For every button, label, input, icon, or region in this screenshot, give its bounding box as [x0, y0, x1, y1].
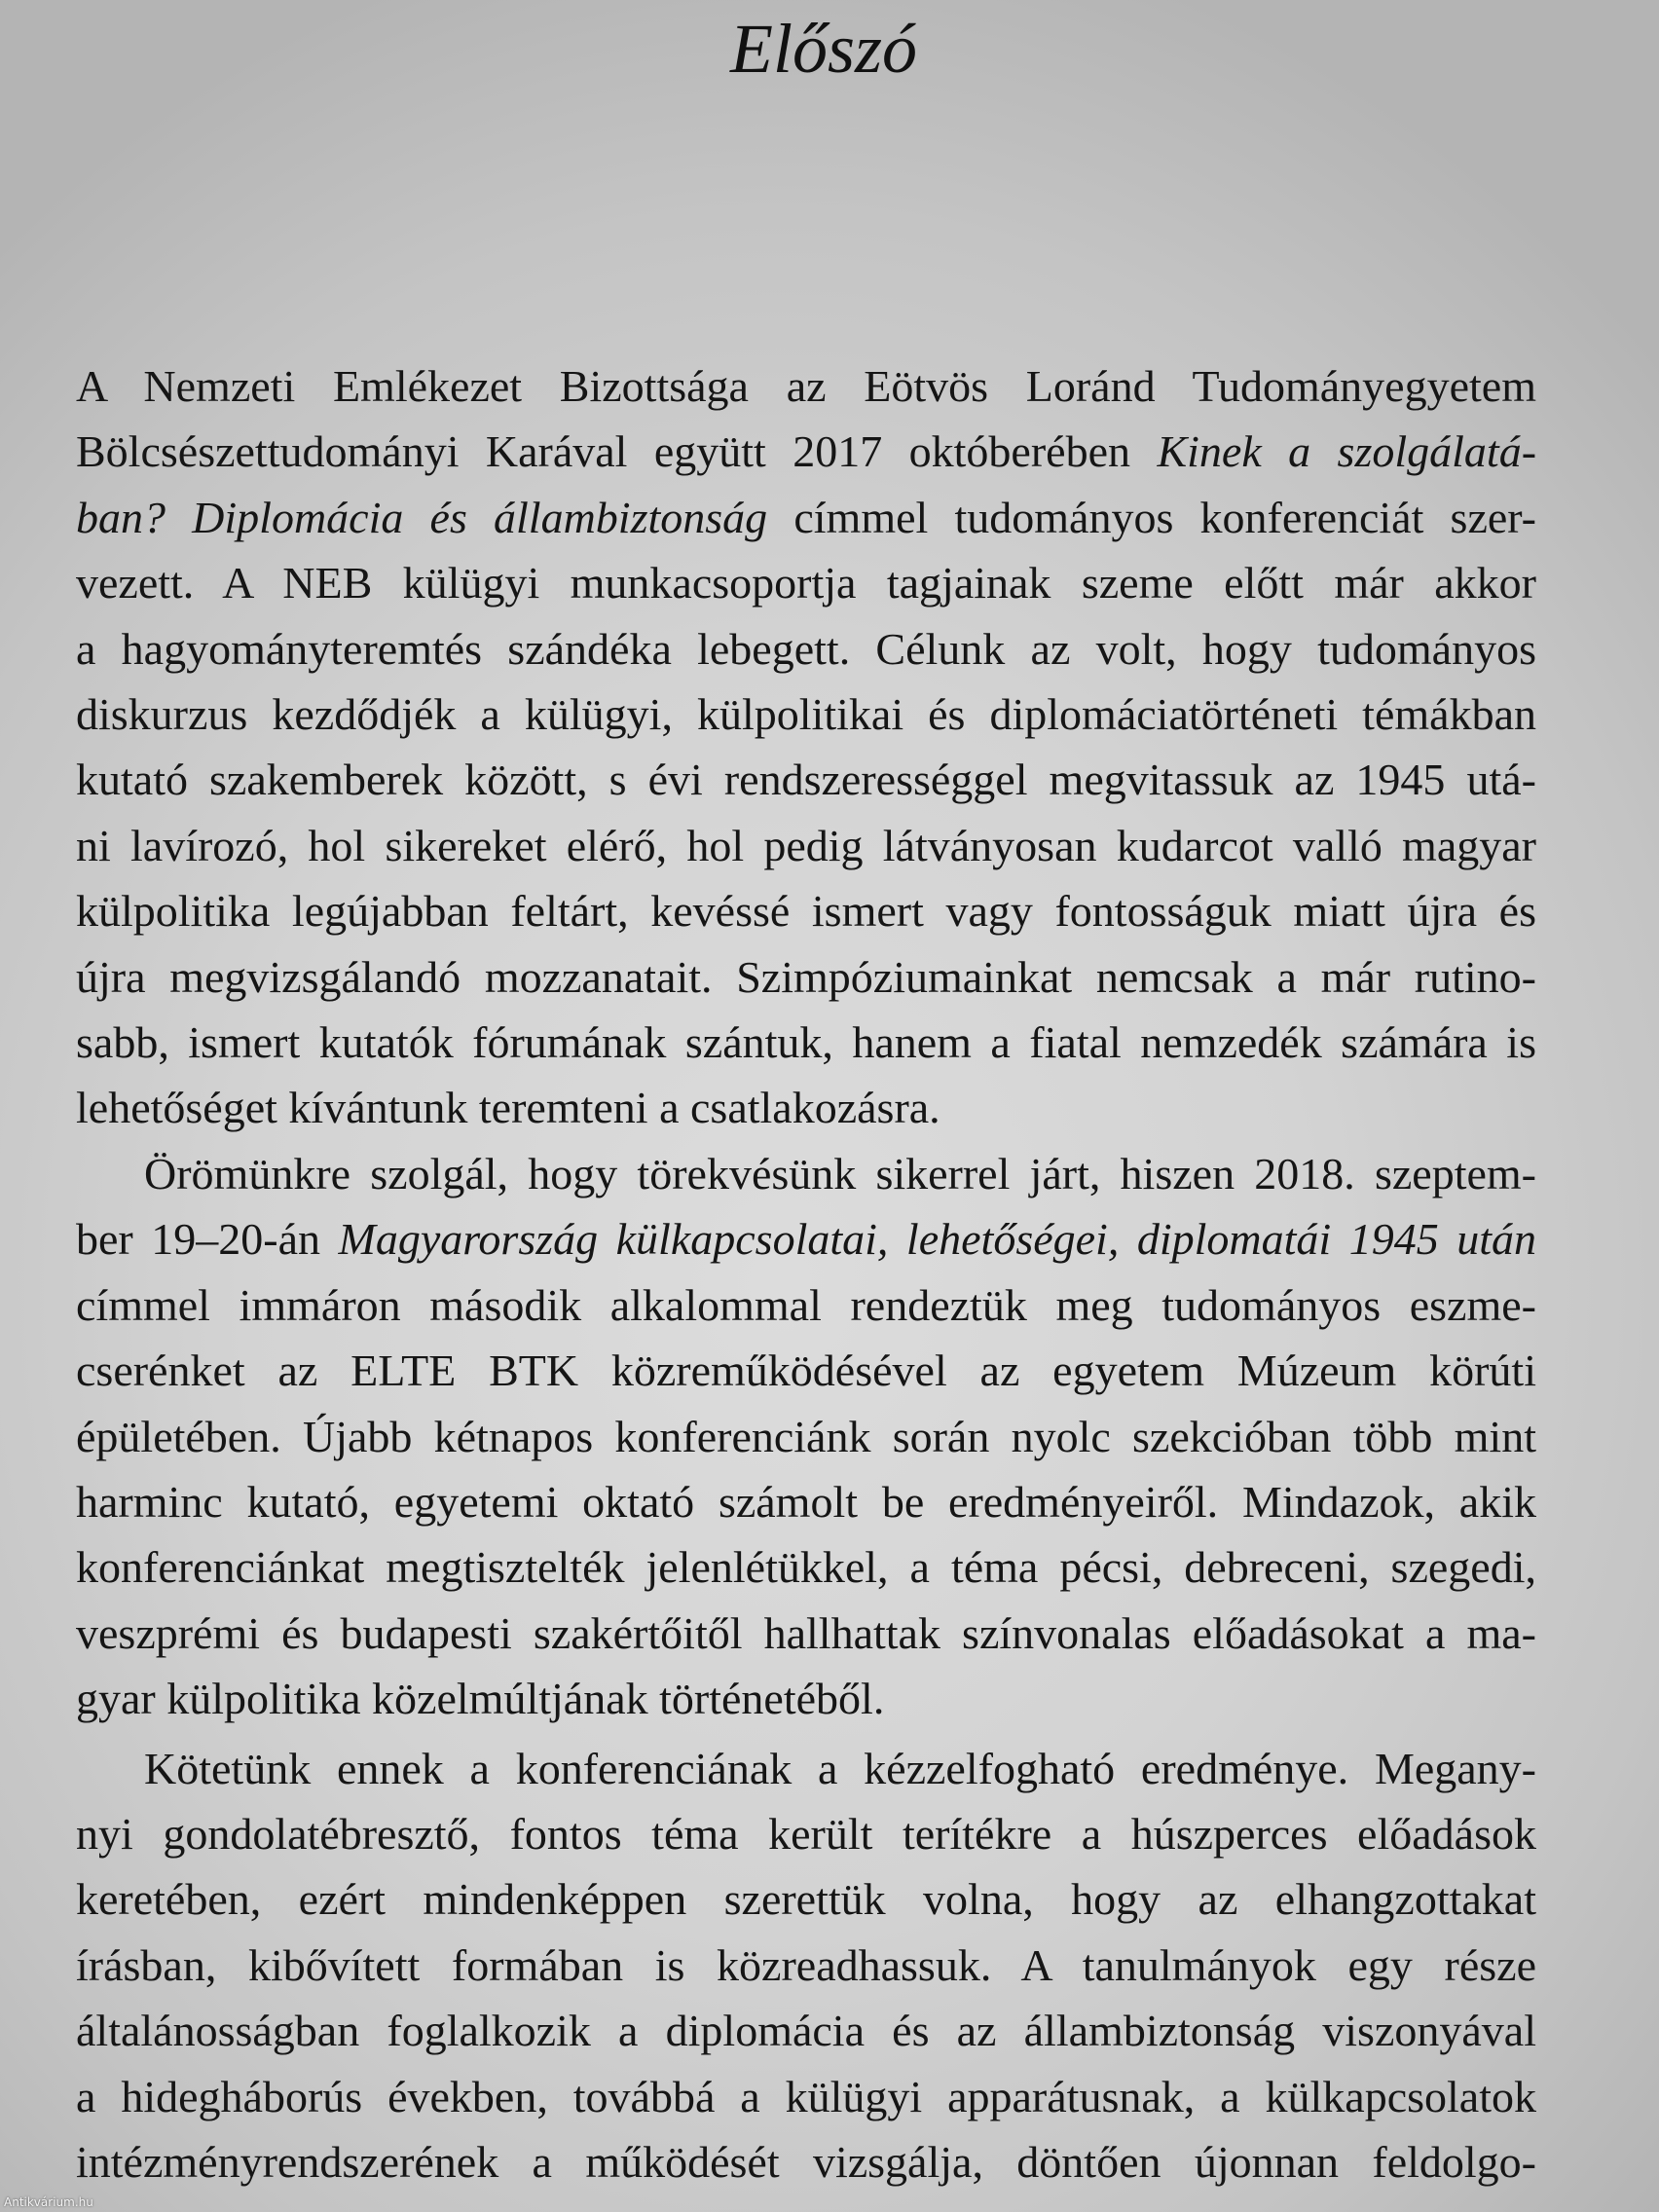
text-line: nyi gondolatébresztő, fontos téma került terítékre a húszperces előadások — [76, 1808, 1536, 1859]
italic-title-text: Kinek a szolgálatá- — [1157, 426, 1537, 477]
text-line: intézményrendszerének a működését vizsgálja, döntően újonnan feldolgo- — [76, 2136, 1536, 2187]
text-line: keretében, ezért mindenképpen szerettük volna, hogy az elhangzottakat — [76, 1874, 1536, 1925]
page-title: Előszó — [729, 10, 918, 88]
text-line: sabb, ismert kutatók fórumának szántuk, hanem a fiatal nemzedék számára is — [76, 1017, 1536, 1068]
body-text — [76, 353, 1536, 2194]
text-line: diskurzus kezdődjék a külügyi, külpolitikai és diplomáciatörténeti témákban — [76, 689, 1536, 740]
text-line: a hidegháborús években, továbbá a külügyi apparátusnak, a külkapcsolatok — [76, 2071, 1536, 2121]
text-line — [76, 485, 1536, 550]
text-line: lehetőséget kívántunk teremteni a csatlakozásra. — [76, 1083, 940, 1133]
line-text: címmel tudományos konferenciát szer- — [793, 492, 1536, 542]
text-line: külpolitika legújabban feltárt, kevéssé ismert vagy fontosságuk miatt újra és — [76, 886, 1536, 937]
text-line: épületében. Újabb kétnapos konferenciánk során nyolc szekcióban több mint — [76, 1411, 1536, 1461]
paragraph-3 — [76, 1736, 1536, 2195]
line-text: Bölcsészettudományi Karával együtt 2017 októberében — [76, 426, 1131, 477]
text-line: harminc kutató, egyetemi oktató számolt be eredményeiről. Mindazok, akik — [76, 1476, 1536, 1527]
text-line: újra megvizsgálandó mozzanatait. Szimpóziumainkat nemcsak a már rutino- — [76, 951, 1536, 1002]
text-line: A Nemzeti Emlékezet Bizottsága az Eötvös Loránd Tudományegyetem — [76, 361, 1536, 411]
text-line: vezett. A NEB külügyi munkacsoportja tagjainak szeme előtt már akkor — [76, 558, 1536, 608]
italic-title-text: Magyarország külkapcsolatai, lehetőségei, diplomatái 1945 után — [338, 1214, 1536, 1265]
text-line: konferenciánkat megtisztelték jelenlétükkel, a téma pécsi, debreceni, szegedi, — [76, 1542, 1536, 1593]
paragraph-1 — [76, 353, 1536, 1141]
line-text: ber 19–20-án — [76, 1214, 320, 1265]
text-line: általánosságban foglalkozik a diplomácia és az állambiztonság viszonyával — [76, 2006, 1536, 2056]
text-line: cserénket az ELTE BTK közreműködésével az egyetem Múzeum körúti — [76, 1346, 1536, 1396]
text-line: címmel immáron második alkalommal rendeztük meg tudományos eszme- — [76, 1279, 1536, 1330]
text-line: írásban, kibővített formában is közreadhassuk. A tanulmányok egy része — [76, 1939, 1536, 1990]
text-line: a hagyományteremtés szándéka lebegett. Célunk az volt, hogy tudományos — [76, 623, 1536, 674]
italic-title-text: ban? Diplomácia és állambiztonság — [76, 492, 768, 542]
text-line: ni lavírozó, hol sikereket elérő, hol pedig látványosan kudarcot valló magyar — [76, 820, 1536, 870]
text-line: kutató szakemberek között, s évi rendszerességgel megvitassuk az 1945 utá- — [76, 755, 1536, 805]
text-line — [76, 1206, 1536, 1272]
text-line: Kötetünk ennek a konferenciának a kézzelfogható eredménye. Megany- — [144, 1743, 1536, 1793]
text-line — [76, 419, 1536, 484]
paragraph-2 — [76, 1141, 1536, 1732]
text-line: Örömünkre szolgál, hogy törekvésünk sikerrel járt, hiszen 2018. szeptem- — [144, 1148, 1536, 1198]
text-line: gyar külpolitika közelmúltjának történetéből. — [76, 1674, 885, 1724]
text-line: veszprémi és budapesti szakértőitől hallhattak színvonalas előadásokat a ma- — [76, 1607, 1536, 1658]
watermark: Antikvárium.hu — [4, 2195, 93, 2209]
